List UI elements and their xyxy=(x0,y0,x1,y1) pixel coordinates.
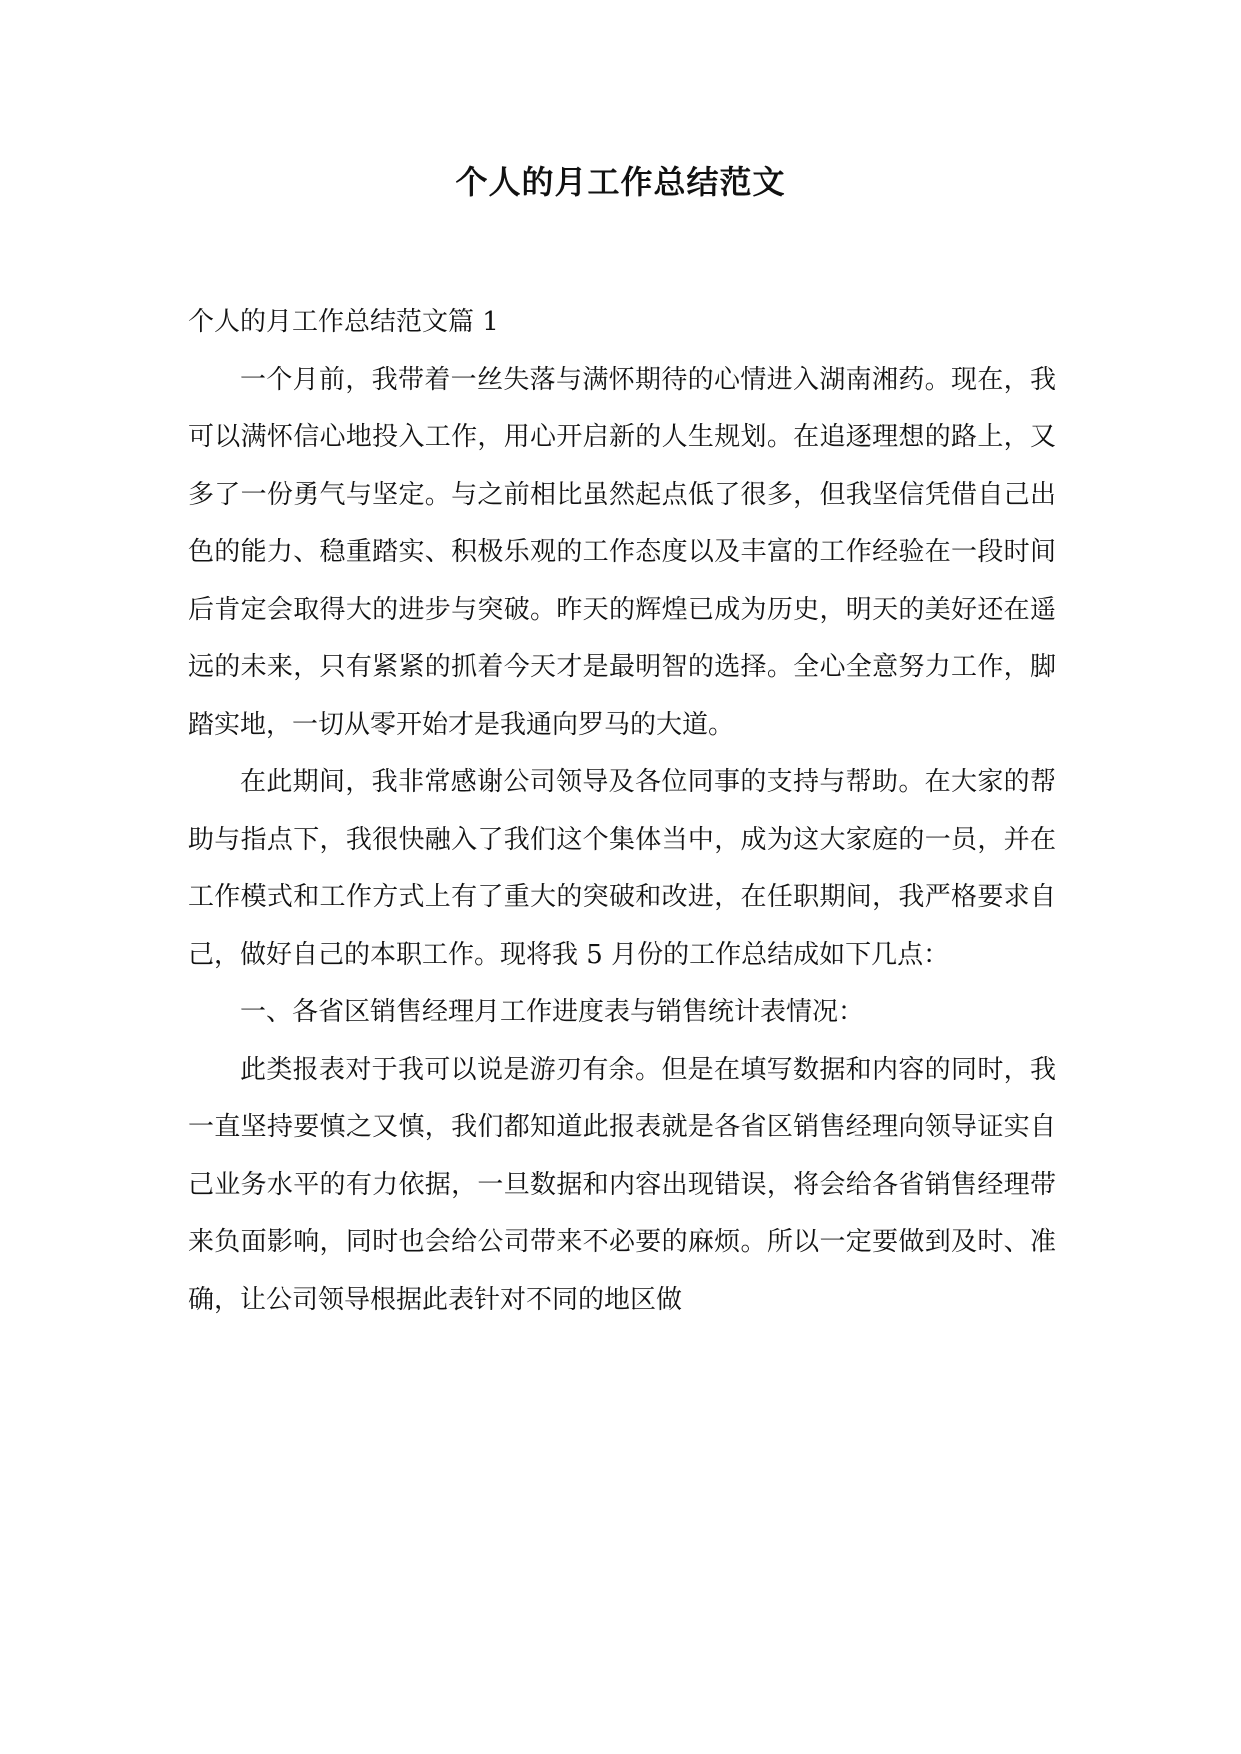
paragraph-intro: 一个月前，我带着一丝失落与满怀期待的心情进入湖南湘药。现在，我可以满怀信心地投入工作，用心开启新的人生规划。在追逐理想的路上，又多了一份勇气与坚定。与之前相比虽然起点低了很多，但我坚信凭借自己出色的能力、稳重踏实、积极乐观的工作态度以及丰富的工作经验在一段时间后肯定会取得大的进步与突破。昨天的辉煌已成为历史，明天的美好还在遥远的未来，只有紧紧的抓着今天才是最明智的选择。全心全意努力工作，脚踏实地，一切从零开始才是我通向罗马的大道。 xyxy=(188,364,1056,740)
page-title: 个人的月工作总结范文 xyxy=(455,163,786,201)
section-heading: 个人的月工作总结范文篇 1 xyxy=(188,307,499,337)
paragraph-point-one-heading: 一、各省区销售经理月工作进度表与销售统计表情况： xyxy=(240,997,865,1027)
paragraph-thanks: 在此期间，我非常感谢公司领导及各位同事的支持与帮助。在大家的帮助与指点下，我很快融入了我们这个集体当中，成为这大家庭的一员，并在工作模式和工作方式上有了重大的突破和改进，在任职期间，我严格要求自己，做好自己的本职工作。现将我 5 月份的工作总结成如下几点： xyxy=(188,767,1056,970)
document-body xyxy=(188,294,1056,1329)
paragraph-report-details: 此类报表对于我可以说是游刃有余。但是在填写数据和内容的同时，我一直坚持要慎之又慎，我们都知道此报表就是各省区销售经理向领导证实自己业务水平的有力依据，一旦数据和内容出现错误，将会给各省销售经理带来负面影响，同时也会给公司带来不必要的麻烦。所以一定要做到及时、准确，让公司领导根据此表针对不同的地区做 xyxy=(188,1054,1056,1315)
